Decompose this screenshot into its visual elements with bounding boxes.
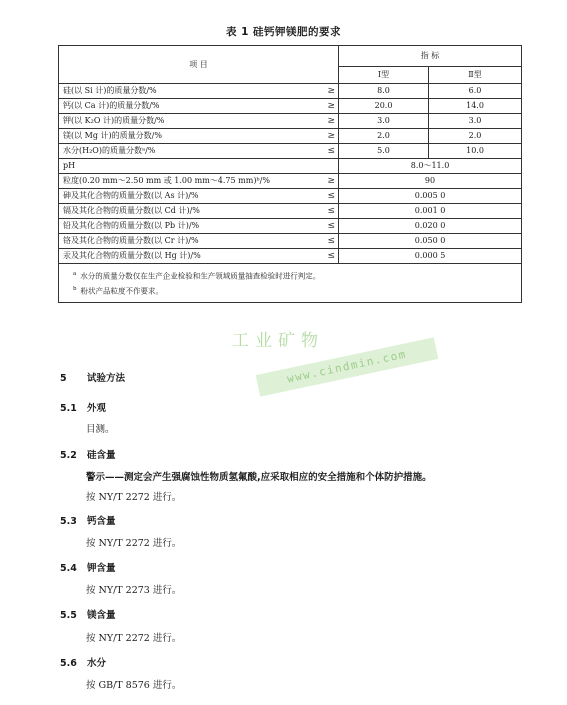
row-comparator: ≥ (324, 99, 339, 114)
row-comparator: ≤ (324, 249, 339, 264)
table-note: $^a$ 水分的质量分数仅在生产企业检验和生产领域质量抽查检验时进行判定。 (73, 271, 321, 281)
subsection-heading: 5.2 硅含量 (60, 450, 116, 461)
row-comparator: ≤ (324, 234, 339, 249)
row-value: 0.005 0 (339, 189, 522, 204)
table-notes-row (59, 264, 522, 303)
row-value-type2: 14.0 (429, 99, 522, 114)
paragraph: 按 NY/T 2272 进行。 (86, 492, 182, 503)
table-row (59, 159, 522, 174)
table-row (59, 99, 522, 114)
row-item: 硅(以 Si 计)的质量分数/% (59, 84, 324, 99)
row-item: 水分(H₂O)的质量分数ᵃ/% (59, 144, 324, 159)
row-item: 钙(以 Ca 计)的质量分数/% (59, 99, 324, 114)
row-value-type1: 8.0 (339, 84, 429, 99)
paragraph: 按 GB/T 8576 进行。 (86, 680, 182, 691)
paragraph: 按 NY/T 2272 进行。 (86, 633, 182, 644)
subsection-heading: 5.4 钾含量 (60, 563, 116, 574)
table-title: 表 1 硅钙钾镁肥的要求 (225, 26, 342, 38)
row-comparator: ≤ (324, 204, 339, 219)
row-value: 8.0～11.0 (339, 159, 522, 174)
table-notes (59, 264, 522, 303)
table-row (59, 114, 522, 129)
header-type2: Ⅱ型 (429, 67, 522, 84)
header-index: 指 标 (339, 46, 522, 67)
row-value-type1: 20.0 (339, 99, 429, 114)
row-value-type2: 3.0 (429, 114, 522, 129)
row-value: 0.020 0 (339, 219, 522, 234)
row-value: 90 (339, 174, 522, 189)
row-item: 粒度(0.20 mm～2.50 mm 或 1.00 mm～4.75 mm)ᵇ/% (59, 174, 324, 189)
subsection-heading: 5.6 水分 (60, 658, 107, 669)
row-item: pH (59, 159, 339, 174)
row-value-type1: 5.0 (339, 144, 429, 159)
row-comparator: ≤ (324, 219, 339, 234)
row-item: 铅及其化合物的质量分数(以 Pb 计)/% (59, 219, 324, 234)
paragraph: 按 NY/T 2273 进行。 (86, 585, 182, 596)
row-value-type1: 2.0 (339, 129, 429, 144)
row-comparator: ≥ (324, 114, 339, 129)
table-row (59, 249, 522, 264)
row-item: 镉及其化合物的质量分数(以 Cd 计)/% (59, 204, 324, 219)
paragraph: 目测。 (86, 424, 115, 435)
row-comparator: ≥ (324, 174, 339, 189)
row-item: 汞及其化合物的质量分数(以 Hg 计)/% (59, 249, 324, 264)
watermark-url: www.cindmin.com (285, 347, 408, 386)
table-row (59, 234, 522, 249)
table-row (59, 204, 522, 219)
row-value-type2: 10.0 (429, 144, 522, 159)
row-comparator: ≤ (324, 144, 339, 159)
section-heading: 5 试验方法 (60, 373, 126, 384)
warning-text: 警示——测定会产生强腐蚀性物质氢氟酸,应采取相应的安全措施和个体防护措施。 (86, 472, 432, 483)
row-value: 0.000 5 (339, 249, 522, 264)
row-comparator: ≥ (324, 84, 339, 99)
row-item: 砷及其化合物的质量分数(以 As 计)/% (59, 189, 324, 204)
row-value-type2: 6.0 (429, 84, 522, 99)
header-type1: Ⅰ型 (339, 67, 429, 84)
watermark-text: 工业矿物 (232, 331, 324, 351)
table-row (59, 84, 522, 99)
row-value: 0.050 0 (339, 234, 522, 249)
table-row (59, 219, 522, 234)
row-value-type1: 3.0 (339, 114, 429, 129)
row-value: 0.001 0 (339, 204, 522, 219)
subsection-heading: 5.5 镁含量 (60, 610, 116, 621)
subsection-heading: 5.1 外观 (60, 403, 107, 414)
requirements-table (58, 45, 522, 303)
subsection-heading: 5.3 钙含量 (60, 516, 116, 527)
header-item: 项 目 (59, 46, 339, 84)
table-row (59, 129, 522, 144)
row-item: 钾(以 K₂O 计)的质量分数/% (59, 114, 324, 129)
row-comparator: ≥ (324, 129, 339, 144)
table-row (59, 174, 522, 189)
table-row (59, 189, 522, 204)
row-comparator: ≤ (324, 189, 339, 204)
paragraph: 按 NY/T 2272 进行。 (86, 538, 182, 549)
row-value-type2: 2.0 (429, 129, 522, 144)
table-note: $^b$ 粉状产品粒度不作要求。 (73, 285, 164, 295)
table-row (59, 144, 522, 159)
row-item: 镁(以 Mg 计)的质量分数/% (59, 129, 324, 144)
row-item: 铬及其化合物的质量分数(以 Cr 计)/% (59, 234, 324, 249)
